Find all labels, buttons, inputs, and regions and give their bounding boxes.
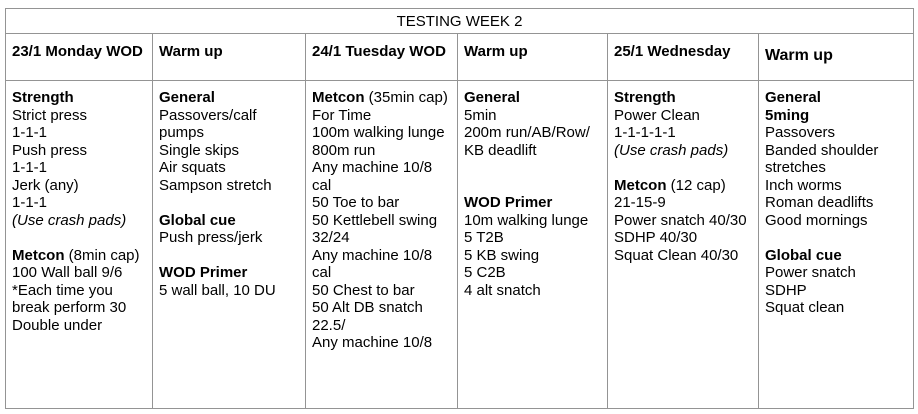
text-segment: 50 Chest to bar bbox=[312, 281, 415, 299]
text-segment: Push press/jerk bbox=[159, 229, 263, 246]
text-segment: SDHP bbox=[765, 281, 807, 299]
text-line bbox=[464, 229, 603, 247]
text-line bbox=[464, 107, 603, 125]
text-segment: (8min cap) bbox=[64, 246, 140, 264]
blank-line bbox=[159, 194, 301, 212]
text-line bbox=[12, 212, 148, 230]
text-line bbox=[614, 247, 754, 265]
text-line bbox=[12, 89, 148, 107]
text-line bbox=[614, 142, 754, 160]
text-segment: Power snatch 40/30 bbox=[614, 211, 747, 229]
text-line bbox=[464, 212, 603, 230]
text-line bbox=[312, 177, 453, 195]
text-segment: 1-1-1 bbox=[12, 159, 48, 176]
text-line bbox=[159, 107, 301, 125]
blank-line bbox=[614, 159, 754, 177]
text-segment: Single skips bbox=[159, 141, 240, 159]
column-header: Warm up bbox=[759, 34, 914, 81]
text-line bbox=[614, 107, 754, 125]
text-segment: 5 KB swing bbox=[464, 246, 540, 264]
text-segment: Any machine 10/8 bbox=[312, 246, 433, 264]
text-line bbox=[312, 299, 453, 317]
text-segment: 100 Wall ball 9/6 bbox=[12, 264, 123, 281]
text-segment: Squat Clean 40/30 bbox=[614, 246, 739, 264]
text-segment: SDHP 40/30 bbox=[614, 229, 698, 246]
text-segment: (Use crash pads) bbox=[614, 141, 729, 159]
text-line bbox=[312, 282, 453, 300]
text-line bbox=[464, 142, 603, 160]
text-line bbox=[464, 124, 603, 142]
column-header: Warm up bbox=[458, 34, 608, 81]
body-row bbox=[6, 81, 914, 409]
text-segment: Sampson stretch bbox=[159, 176, 272, 194]
text-line bbox=[614, 194, 754, 212]
text-line bbox=[464, 89, 603, 107]
text-segment: Metcon bbox=[614, 176, 667, 194]
column-header: 23/1 Monday WOD bbox=[6, 34, 153, 81]
text-segment: Push press bbox=[12, 141, 88, 159]
text-line bbox=[159, 229, 301, 247]
text-line bbox=[765, 247, 909, 265]
text-segment: General bbox=[464, 89, 520, 106]
text-line bbox=[159, 124, 301, 142]
text-segment: 21-15-9 bbox=[614, 194, 666, 211]
text-line bbox=[159, 177, 301, 195]
column-header: 24/1 Tuesday WOD bbox=[306, 34, 458, 81]
text-line bbox=[765, 107, 909, 125]
text-segment: Metcon bbox=[312, 89, 365, 106]
text-segment: (12 cap) bbox=[666, 176, 726, 194]
text-segment: 22.5/ bbox=[312, 316, 346, 334]
text-line bbox=[765, 89, 909, 107]
text-segment: WOD Primer bbox=[159, 264, 248, 281]
text-line bbox=[159, 212, 301, 230]
text-line bbox=[765, 177, 909, 195]
text-segment: cal bbox=[312, 264, 332, 281]
text-line bbox=[312, 264, 453, 282]
text-segment: Inch worms bbox=[765, 176, 842, 194]
text-segment: For Time bbox=[312, 106, 372, 124]
text-segment: *Each time you bbox=[12, 281, 113, 299]
text-segment: 5ming bbox=[765, 106, 810, 124]
text-line bbox=[765, 142, 909, 160]
text-line bbox=[312, 212, 453, 230]
text-segment: 10m walking lunge bbox=[464, 211, 589, 229]
text-segment: Any machine 10/8 bbox=[312, 334, 433, 351]
text-segment: General bbox=[765, 89, 821, 106]
text-line bbox=[464, 264, 603, 282]
text-segment: Strength bbox=[12, 89, 74, 106]
text-line bbox=[765, 124, 909, 142]
text-segment: WOD Primer bbox=[464, 194, 553, 211]
text-line bbox=[12, 177, 148, 195]
text-segment: cal bbox=[312, 176, 332, 194]
text-line bbox=[312, 142, 453, 160]
text-line bbox=[765, 299, 909, 317]
text-line bbox=[765, 194, 909, 212]
text-line bbox=[12, 247, 148, 265]
text-line bbox=[614, 229, 754, 247]
text-segment: General bbox=[159, 89, 215, 106]
blank-line bbox=[464, 159, 603, 177]
text-segment: Air squats bbox=[159, 159, 226, 176]
blank-line bbox=[765, 229, 909, 247]
text-line bbox=[765, 212, 909, 230]
text-segment: break perform 30 bbox=[12, 299, 127, 316]
text-line bbox=[159, 142, 301, 160]
text-segment: 50 Toe to bar bbox=[312, 194, 400, 211]
text-segment: Jerk (any) bbox=[12, 176, 79, 194]
text-line bbox=[312, 194, 453, 212]
text-line bbox=[614, 177, 754, 195]
text-line bbox=[765, 282, 909, 300]
column-body-cell bbox=[153, 81, 306, 409]
text-segment: Passovers bbox=[765, 124, 836, 141]
column-header: Warm up bbox=[153, 34, 306, 81]
text-segment: Double under bbox=[12, 316, 103, 334]
text-line bbox=[12, 124, 148, 142]
text-line bbox=[159, 264, 301, 282]
text-line bbox=[312, 334, 453, 352]
text-line bbox=[614, 212, 754, 230]
text-segment: Strict press bbox=[12, 106, 88, 124]
text-segment: Metcon bbox=[12, 246, 65, 264]
text-line bbox=[12, 107, 148, 125]
text-segment: Passovers/calf bbox=[159, 106, 257, 124]
text-segment: (Use crash pads) bbox=[12, 211, 127, 229]
text-line bbox=[159, 89, 301, 107]
column-body-cell bbox=[458, 81, 608, 409]
text-segment: 32/24 bbox=[312, 229, 350, 246]
text-segment: 5min bbox=[464, 106, 497, 124]
blank-line bbox=[12, 229, 148, 247]
blank-line bbox=[159, 247, 301, 265]
text-segment: 1-1-1 bbox=[12, 124, 48, 141]
text-segment: KB deadlift bbox=[464, 141, 537, 159]
text-line bbox=[159, 159, 301, 177]
text-line bbox=[614, 89, 754, 107]
text-segment: Squat clean bbox=[765, 299, 845, 316]
text-segment: 5 wall ball, 10 DU bbox=[159, 281, 276, 299]
text-line bbox=[12, 317, 148, 335]
table-title: TESTING WEEK 2 bbox=[6, 9, 914, 34]
text-line bbox=[312, 317, 453, 335]
text-segment: 200m run/AB/Row/ bbox=[464, 124, 590, 141]
text-segment: Power snatch bbox=[765, 264, 856, 281]
text-segment: 800m run bbox=[312, 141, 376, 159]
text-line bbox=[312, 89, 453, 107]
text-line bbox=[464, 282, 603, 300]
text-segment: Any machine 10/8 bbox=[312, 159, 433, 176]
column-header: 25/1 Wednesday bbox=[608, 34, 759, 81]
title-row bbox=[6, 9, 914, 34]
text-line bbox=[312, 229, 453, 247]
text-line bbox=[12, 264, 148, 282]
text-line bbox=[12, 282, 148, 300]
blank-line bbox=[464, 177, 603, 195]
text-segment: Global cue bbox=[765, 246, 842, 264]
text-line bbox=[765, 159, 909, 177]
column-body-cell bbox=[608, 81, 759, 409]
text-segment: 50 Kettlebell swing bbox=[312, 211, 438, 229]
text-segment: 5 C2B bbox=[464, 264, 506, 281]
text-line bbox=[12, 159, 148, 177]
text-segment: Power Clean bbox=[614, 106, 700, 124]
text-segment: Banded shoulder bbox=[765, 141, 879, 159]
text-line bbox=[312, 124, 453, 142]
text-line bbox=[12, 299, 148, 317]
text-segment: 1-1-1 bbox=[12, 194, 48, 211]
text-segment: stretches bbox=[765, 159, 826, 176]
testing-week-table bbox=[5, 8, 914, 409]
text-segment: 4 alt snatch bbox=[464, 281, 541, 299]
column-body-cell bbox=[306, 81, 458, 409]
text-segment: 5 T2B bbox=[464, 229, 504, 246]
text-line bbox=[312, 159, 453, 177]
text-line bbox=[12, 194, 148, 212]
text-segment: Strength bbox=[614, 89, 676, 106]
text-segment: pumps bbox=[159, 124, 205, 141]
text-line bbox=[464, 194, 603, 212]
text-segment: (35min cap) bbox=[364, 89, 448, 106]
text-segment: 100m walking lunge bbox=[312, 124, 445, 141]
text-line bbox=[765, 264, 909, 282]
text-segment: Good mornings bbox=[765, 211, 868, 229]
text-segment: Roman deadlifts bbox=[765, 194, 874, 211]
header-row bbox=[6, 34, 914, 81]
text-segment: 1-1-1-1-1 bbox=[614, 124, 676, 141]
text-line bbox=[12, 142, 148, 160]
text-line bbox=[312, 107, 453, 125]
column-body-cell bbox=[6, 81, 153, 409]
column-body-cell bbox=[759, 81, 914, 409]
text-line bbox=[614, 124, 754, 142]
text-line bbox=[312, 247, 453, 265]
text-line bbox=[464, 247, 603, 265]
text-segment: 50 Alt DB snatch bbox=[312, 299, 423, 316]
text-line bbox=[159, 282, 301, 300]
text-segment: Global cue bbox=[159, 211, 236, 229]
